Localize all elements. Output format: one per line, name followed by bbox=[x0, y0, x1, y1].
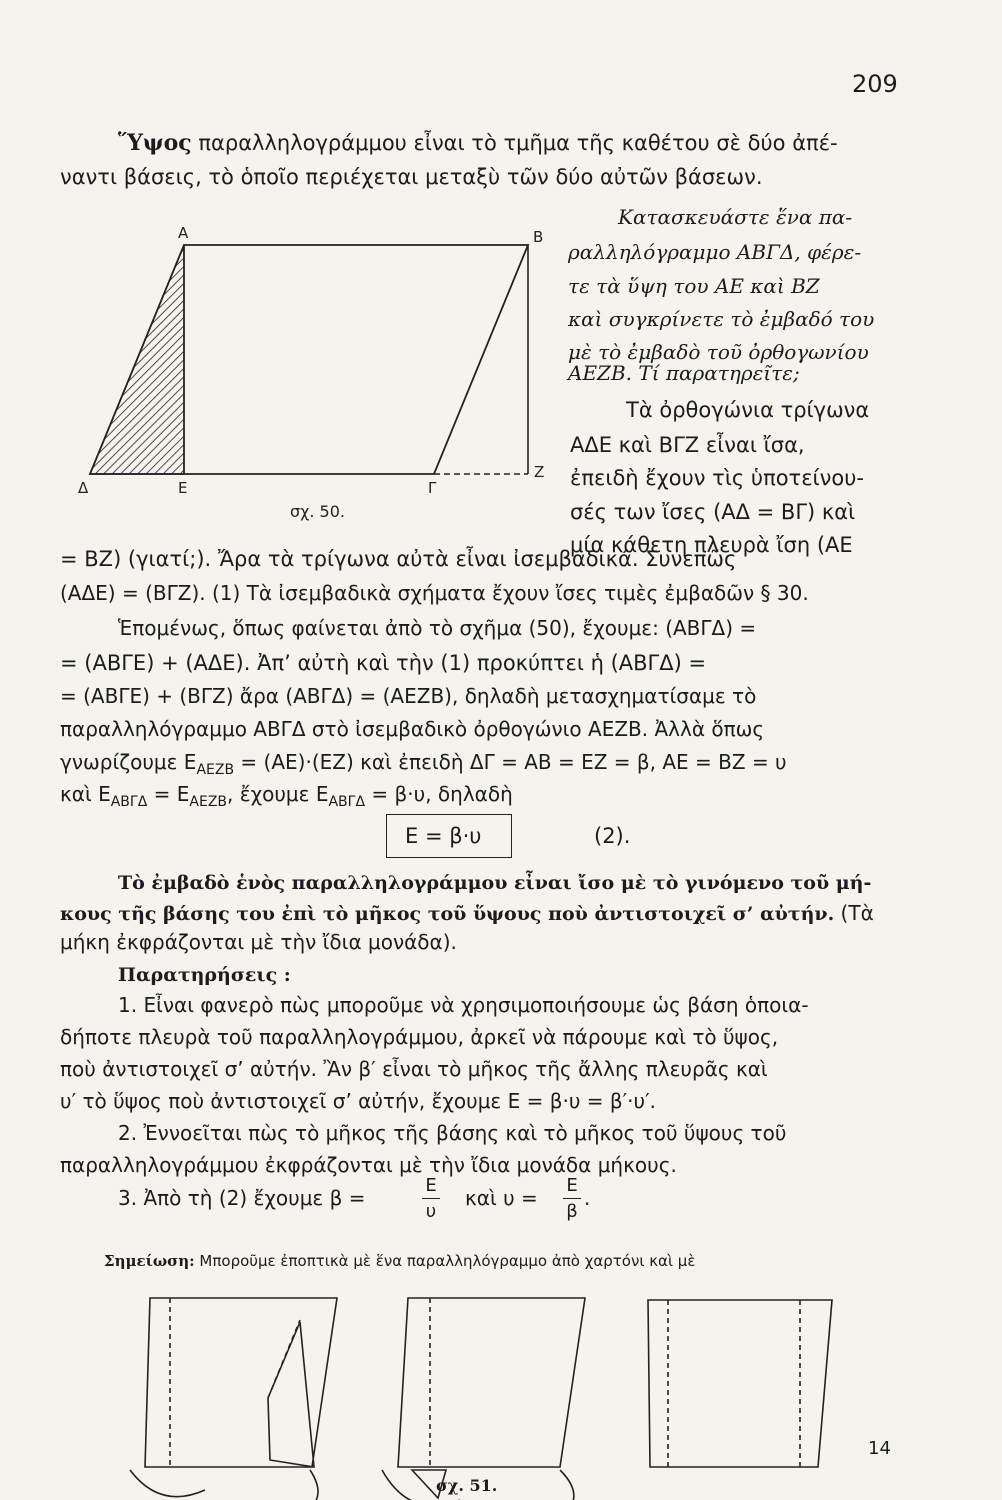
label-b: Β bbox=[533, 228, 544, 246]
note-label: Σημείωση: bbox=[104, 1252, 195, 1270]
definition-line-1 bbox=[118, 132, 838, 154]
side-text-2: ΑΔΕ καὶ ΒΓΖ εἶναι ἴσα, bbox=[570, 433, 805, 457]
theorem-line-2-tail: (Τὰ bbox=[834, 901, 874, 925]
label-a: Α bbox=[178, 224, 189, 242]
theorem-line-2-bold: κους τῆς βάσης του ἐπὶ τὸ μῆκος τοῦ ὕψους ποὺ ἀντιστοιχεῖ σ’ αὐτήν. bbox=[60, 903, 835, 925]
body-line-7 bbox=[60, 752, 787, 777]
frac1-num: Ε bbox=[425, 1175, 437, 1196]
note-line bbox=[104, 1252, 695, 1270]
remark-1-line-1: 1. Εἶναι φανερὸ πὼς μποροῦμε νὰ χρησιμοποιήσουμε ὡς βάση ὁποια- bbox=[118, 993, 809, 1017]
theorem-line-1: Τὸ ἐμβαδὸ ἑνὸς παραλληλογράμμου εἶναι ἴσο μὲ τὸ γινόμενο τοῦ μή- bbox=[118, 872, 872, 894]
exercise-line-1: Κατασκευάστε ἕνα πα- bbox=[618, 205, 853, 229]
figure-51-shape-1 bbox=[130, 1298, 337, 1500]
side-text-5: μία κάθετη πλευρὰ ἴση (ΑΕ bbox=[570, 533, 853, 557]
side-text-1: Τὰ ὀρθογώνια τρίγωνα bbox=[626, 398, 870, 422]
body-line-8-b: = Ε bbox=[153, 782, 190, 806]
exercise-line-4: καὶ συγκρίνετε τὸ ἐμβαδό του bbox=[568, 307, 875, 331]
figure-50-caption: σχ. 50. bbox=[290, 502, 345, 521]
body-line-8-d: = β·υ, δηλαδὴ bbox=[371, 782, 513, 806]
parallelogram-abgd bbox=[90, 245, 528, 474]
exercise-line-5: μὲ τὸ ἐμβαδὸ τοῦ ὀρθογωνίου bbox=[568, 340, 869, 364]
exercise-line-3: τε τὰ ὕψη του ΑΕ καὶ ΒΖ bbox=[568, 274, 820, 298]
label-z: Ζ bbox=[534, 463, 545, 481]
fraction-e-over-u bbox=[422, 1175, 440, 1222]
note-text: Μποροῦμε ἐποπτικὰ μὲ ἕνα παραλληλόγραμμο ἀπὸ χαρτόνι καὶ μὲ bbox=[194, 1252, 696, 1270]
body-line-3: Ἑπομένως, ὅπως φαίνεται ἀπὸ τὸ σχῆμα (50), ἔχουμε: (ΑΒΓΔ) = bbox=[118, 616, 757, 640]
exercise-line-6: ΑΕΖΒ. Τί παρατηρεῖτε; bbox=[568, 361, 800, 385]
body-line-7-a: γνωρίζουμε Ε bbox=[60, 750, 197, 774]
frac1-den: υ bbox=[425, 1201, 437, 1222]
formula-text: Ε = β·υ bbox=[405, 824, 482, 848]
sub-abgd-2: ΑΒΓΔ bbox=[328, 794, 366, 810]
remark-1-line-2: δήποτε πλευρὰ τοῦ παραλληλογράμμου, ἀρκεῖ νὰ πάρουμε καὶ τὸ ὕψος, bbox=[60, 1025, 779, 1049]
frac2-bar bbox=[563, 1198, 581, 1199]
sub-abgd-1: ΑΒΓΔ bbox=[110, 794, 148, 810]
formula-ref: (2). bbox=[594, 824, 631, 848]
body-line-6: παραλληλόγραμμο ΑΒΓΔ στὸ ἰσεμβαδικὸ ὀρθογώνιο ΑΕΖΒ. Ἀλλὰ ὅπως bbox=[60, 717, 765, 741]
body-line-8 bbox=[60, 784, 513, 809]
theorem-line-2 bbox=[60, 903, 874, 925]
remark-3-pre: 3. Ἀπὸ τὴ (2) ἔχουμε β = bbox=[118, 1186, 366, 1210]
footer-number: 14 bbox=[868, 1438, 891, 1459]
body-line-5: = (ΑΒΓΕ) + (ΒΓΖ) ἄρα (ΑΒΓΔ) = (ΑΕΖΒ), δηλαδὴ μετασχηματίσαμε τὸ bbox=[60, 684, 757, 708]
definition-term: Ὕψος bbox=[118, 130, 192, 156]
body-line-7-b: = (ΑΕ)·(ΕΖ) καὶ ἐπειδὴ ΔΓ = ΑΒ = ΕΖ = β, ΑΕ = ΒΖ = υ bbox=[240, 750, 787, 774]
figure-51-shape-2 bbox=[382, 1298, 585, 1500]
remark-2-line-2: παραλληλογράμμου ἐκφράζονται μὲ τὴν ἴδια μονάδα μήκους. bbox=[60, 1153, 677, 1177]
sub-aezb-1: ΑΕΖΒ bbox=[196, 762, 235, 778]
remark-3-dot: . bbox=[584, 1186, 591, 1210]
exercise-line-2: ραλληλόγραμμο ΑΒΓΔ, φέρε- bbox=[568, 240, 862, 264]
label-g: Γ bbox=[428, 479, 437, 497]
side-text-3: ἐπειδὴ ἔχουν τὶς ὑποτείνου- bbox=[570, 466, 864, 490]
side-text-4: σές των ἴσες (ΑΔ = ΒΓ) καὶ bbox=[570, 500, 856, 524]
figure-51-caption: σχ. 51. bbox=[436, 1476, 498, 1495]
formula-box bbox=[386, 814, 512, 858]
body-line-4: = (ΑΒΓΕ) + (ΑΔΕ). Ἀπ’ αὐτὴ καὶ τὴν (1) προκύπτει ἡ (ΑΒΓΔ) = bbox=[60, 651, 707, 675]
hatched-triangle-ade bbox=[90, 245, 184, 474]
body-line-1: = ΒΖ) (γιατί;). Ἄρα τὰ τρίγωνα αὐτὰ εἶναι ἰσεμβαδικά. Συνεπῶς bbox=[60, 547, 737, 571]
label-d: Δ bbox=[78, 479, 89, 497]
page-number: 209 bbox=[852, 70, 898, 98]
body-line-8-a: καὶ Ε bbox=[60, 782, 111, 806]
body-line-2: (ΑΔΕ) = (ΒΓΖ). (1) Τὰ ἰσεμβαδικὰ σχήματα ἔχουν ἴσες τιμὲς ἐμβαδῶν § 30. bbox=[60, 581, 809, 605]
definition-line-2: ναντι βάσεις, τὸ ὁποῖο περιέχεται μεταξὺ τῶν δύο αὐτῶν βάσεων. bbox=[60, 165, 763, 189]
remark-3-mid: καὶ υ = bbox=[465, 1186, 538, 1210]
figure-51-shape-3 bbox=[648, 1300, 832, 1467]
theorem-line-3: μήκη ἐκφράζονται μὲ τὴν ἴδια μονάδα). bbox=[60, 930, 457, 954]
fraction-e-over-b bbox=[563, 1175, 581, 1222]
frac2-num: Ε bbox=[566, 1175, 578, 1196]
body-line-8-c: , ἔχουμε Ε bbox=[227, 782, 329, 806]
frac2-den: β bbox=[566, 1201, 578, 1222]
label-e: Ε bbox=[178, 479, 188, 497]
remark-2-line-1: 2. Ἐννοεῖται πὼς τὸ μῆκος τῆς βάσης καὶ τὸ μῆκος τοῦ ὕψους τοῦ bbox=[118, 1121, 787, 1145]
remark-1-line-4: υ′ τὸ ὕψος ποὺ ἀντιστοιχεῖ σ’ αὐτήν, ἔχουμε Ε = β·υ = β′·υ′. bbox=[60, 1089, 657, 1113]
remark-1-line-3: ποὺ ἀντιστοιχεῖ σ’ αὐτήν. Ἂν β′ εἶναι τὸ μῆκος τῆς ἄλλης πλευρᾶς καὶ bbox=[60, 1057, 768, 1081]
frac1-bar bbox=[422, 1198, 440, 1199]
remarks-heading: Παρατηρήσεις : bbox=[118, 964, 291, 986]
sub-aezb-2: ΑΕΖΒ bbox=[189, 794, 228, 810]
definition-text-1: παραλληλογράμμου εἶναι τὸ τμῆμα τῆς καθέτου σὲ δύο ἀπέ- bbox=[198, 131, 838, 155]
